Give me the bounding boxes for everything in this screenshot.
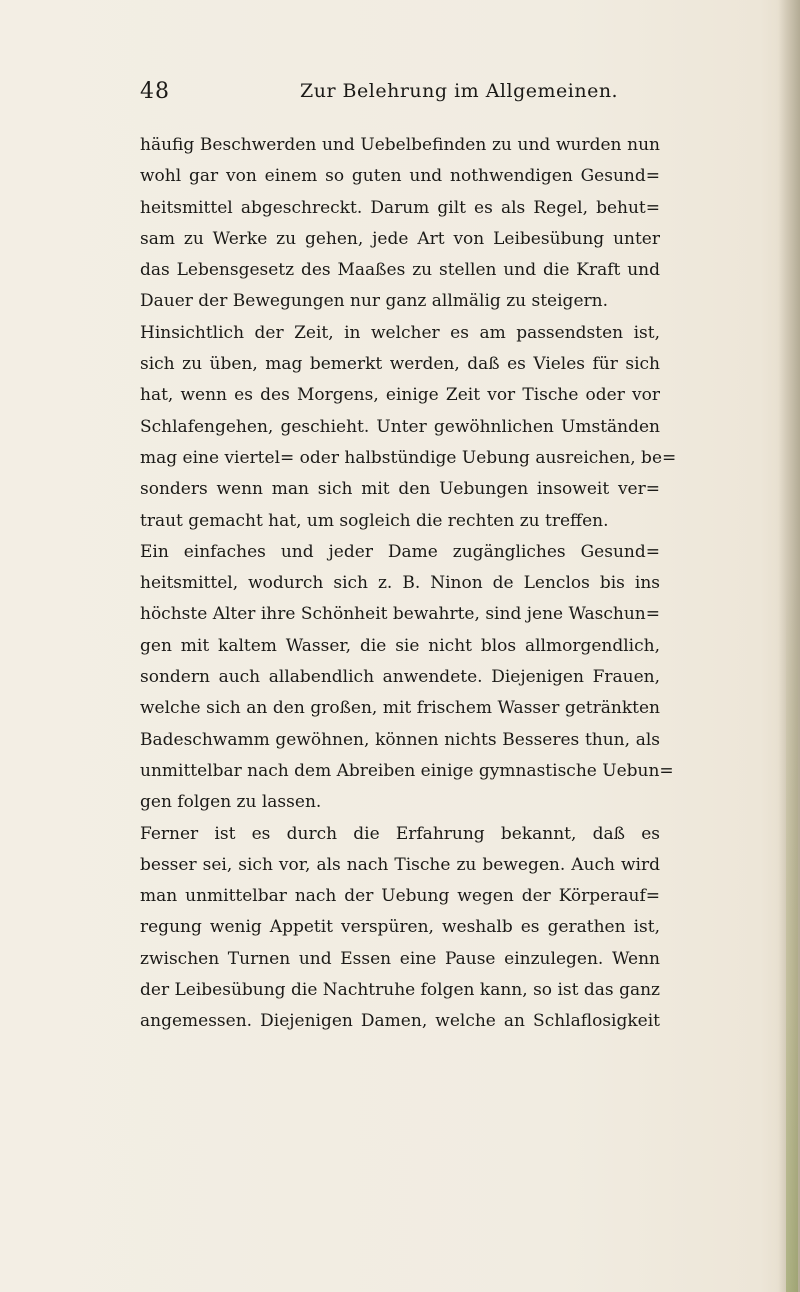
text-line: unmittelbar nach dem Abreiben einige gymnastische Uebun= [140, 760, 674, 781]
text-line: sonders wenn man sich mit den Uebungen insoweit ver= [140, 479, 660, 500]
page-number: 48 [140, 78, 170, 104]
text-line: Ferner ist es durch die Erfahrung bekannt, daß es [140, 823, 660, 844]
body-text [140, 130, 677, 1038]
text-line: welche sich an den großen, mit frischem Wasser getränkten [140, 698, 660, 719]
text-line: häufig Beschwerden und Uebelbefinden zu und wurden nun [140, 135, 660, 155]
text-line: traut gemacht hat, um sogleich die rechten zu treffen. [140, 510, 609, 531]
text-line: heitsmittel, wodurch sich z. B. Ninon de Lenclos bis ins [140, 573, 660, 594]
page-header [140, 76, 660, 106]
text-line: sondern auch allabendlich anwendete. Diejenigen Frauen, [140, 667, 660, 688]
text-line: das Lebensgesetz des Maaßes zu stellen und die Kraft und [140, 260, 660, 281]
text-line: heitsmittel abgeschreckt. Darum gilt es als Regel, behut= [140, 197, 660, 218]
text-line: gen mit kaltem Wasser, die sie nicht blos allmorgendlich, [140, 635, 660, 656]
text-line: Dauer der Bewegungen nur ganz allmälig zu steigern. [140, 291, 608, 312]
text-line: angemessen. Diejenigen Damen, welche an Schlaflosigkeit [140, 1011, 660, 1032]
text-line: regung wenig Appetit verspüren, weshalb es gerathen ist, [140, 917, 660, 938]
page-edge-tint [786, 572, 798, 1292]
text-line: hat, wenn es des Morgens, einige Zeit vor Tische oder vor [140, 385, 660, 406]
text-line: höchste Alter ihre Schönheit bewahrte, sind jene Waschun= [140, 604, 660, 625]
text-line: sich zu üben, mag bemerkt werden, daß es Vieles für sich [140, 354, 660, 375]
text-line: wohl gar von einem so guten und nothwendigen Gesund= [140, 166, 660, 187]
text-line: Badeschwamm gewöhnen, können nichts Besseres thun, als [140, 729, 660, 750]
text-line: sam zu Werke zu gehen, jede Art von Leibesübung unter [140, 228, 660, 249]
text-line: Ein einfaches und jeder Dame zugängliches Gesund= [140, 541, 660, 562]
text-line: der Leibesübung die Nachtruhe folgen kann, so ist das ganz [140, 980, 660, 1001]
text-line: zwischen Turnen und Essen eine Pause einzulegen. Wenn [140, 948, 660, 969]
text-line: mag eine viertel= oder halbstündige Uebung ausreichen, be= [140, 447, 677, 468]
text-line: man unmittelbar nach der Uebung wegen der Körperauf= [140, 886, 660, 907]
text-line: besser sei, sich vor, als nach Tische zu bewegen. Auch wird [140, 854, 660, 875]
text-line: Schlafengehen, geschieht. Unter gewöhnlichen Umständen [140, 416, 660, 437]
running-head: Zur Belehrung im Allgemeinen. [300, 80, 619, 102]
text-line: Hinsichtlich der Zeit, in welcher es am passendsten ist, [140, 322, 660, 343]
text-line: gen folgen zu lassen. [140, 792, 322, 813]
